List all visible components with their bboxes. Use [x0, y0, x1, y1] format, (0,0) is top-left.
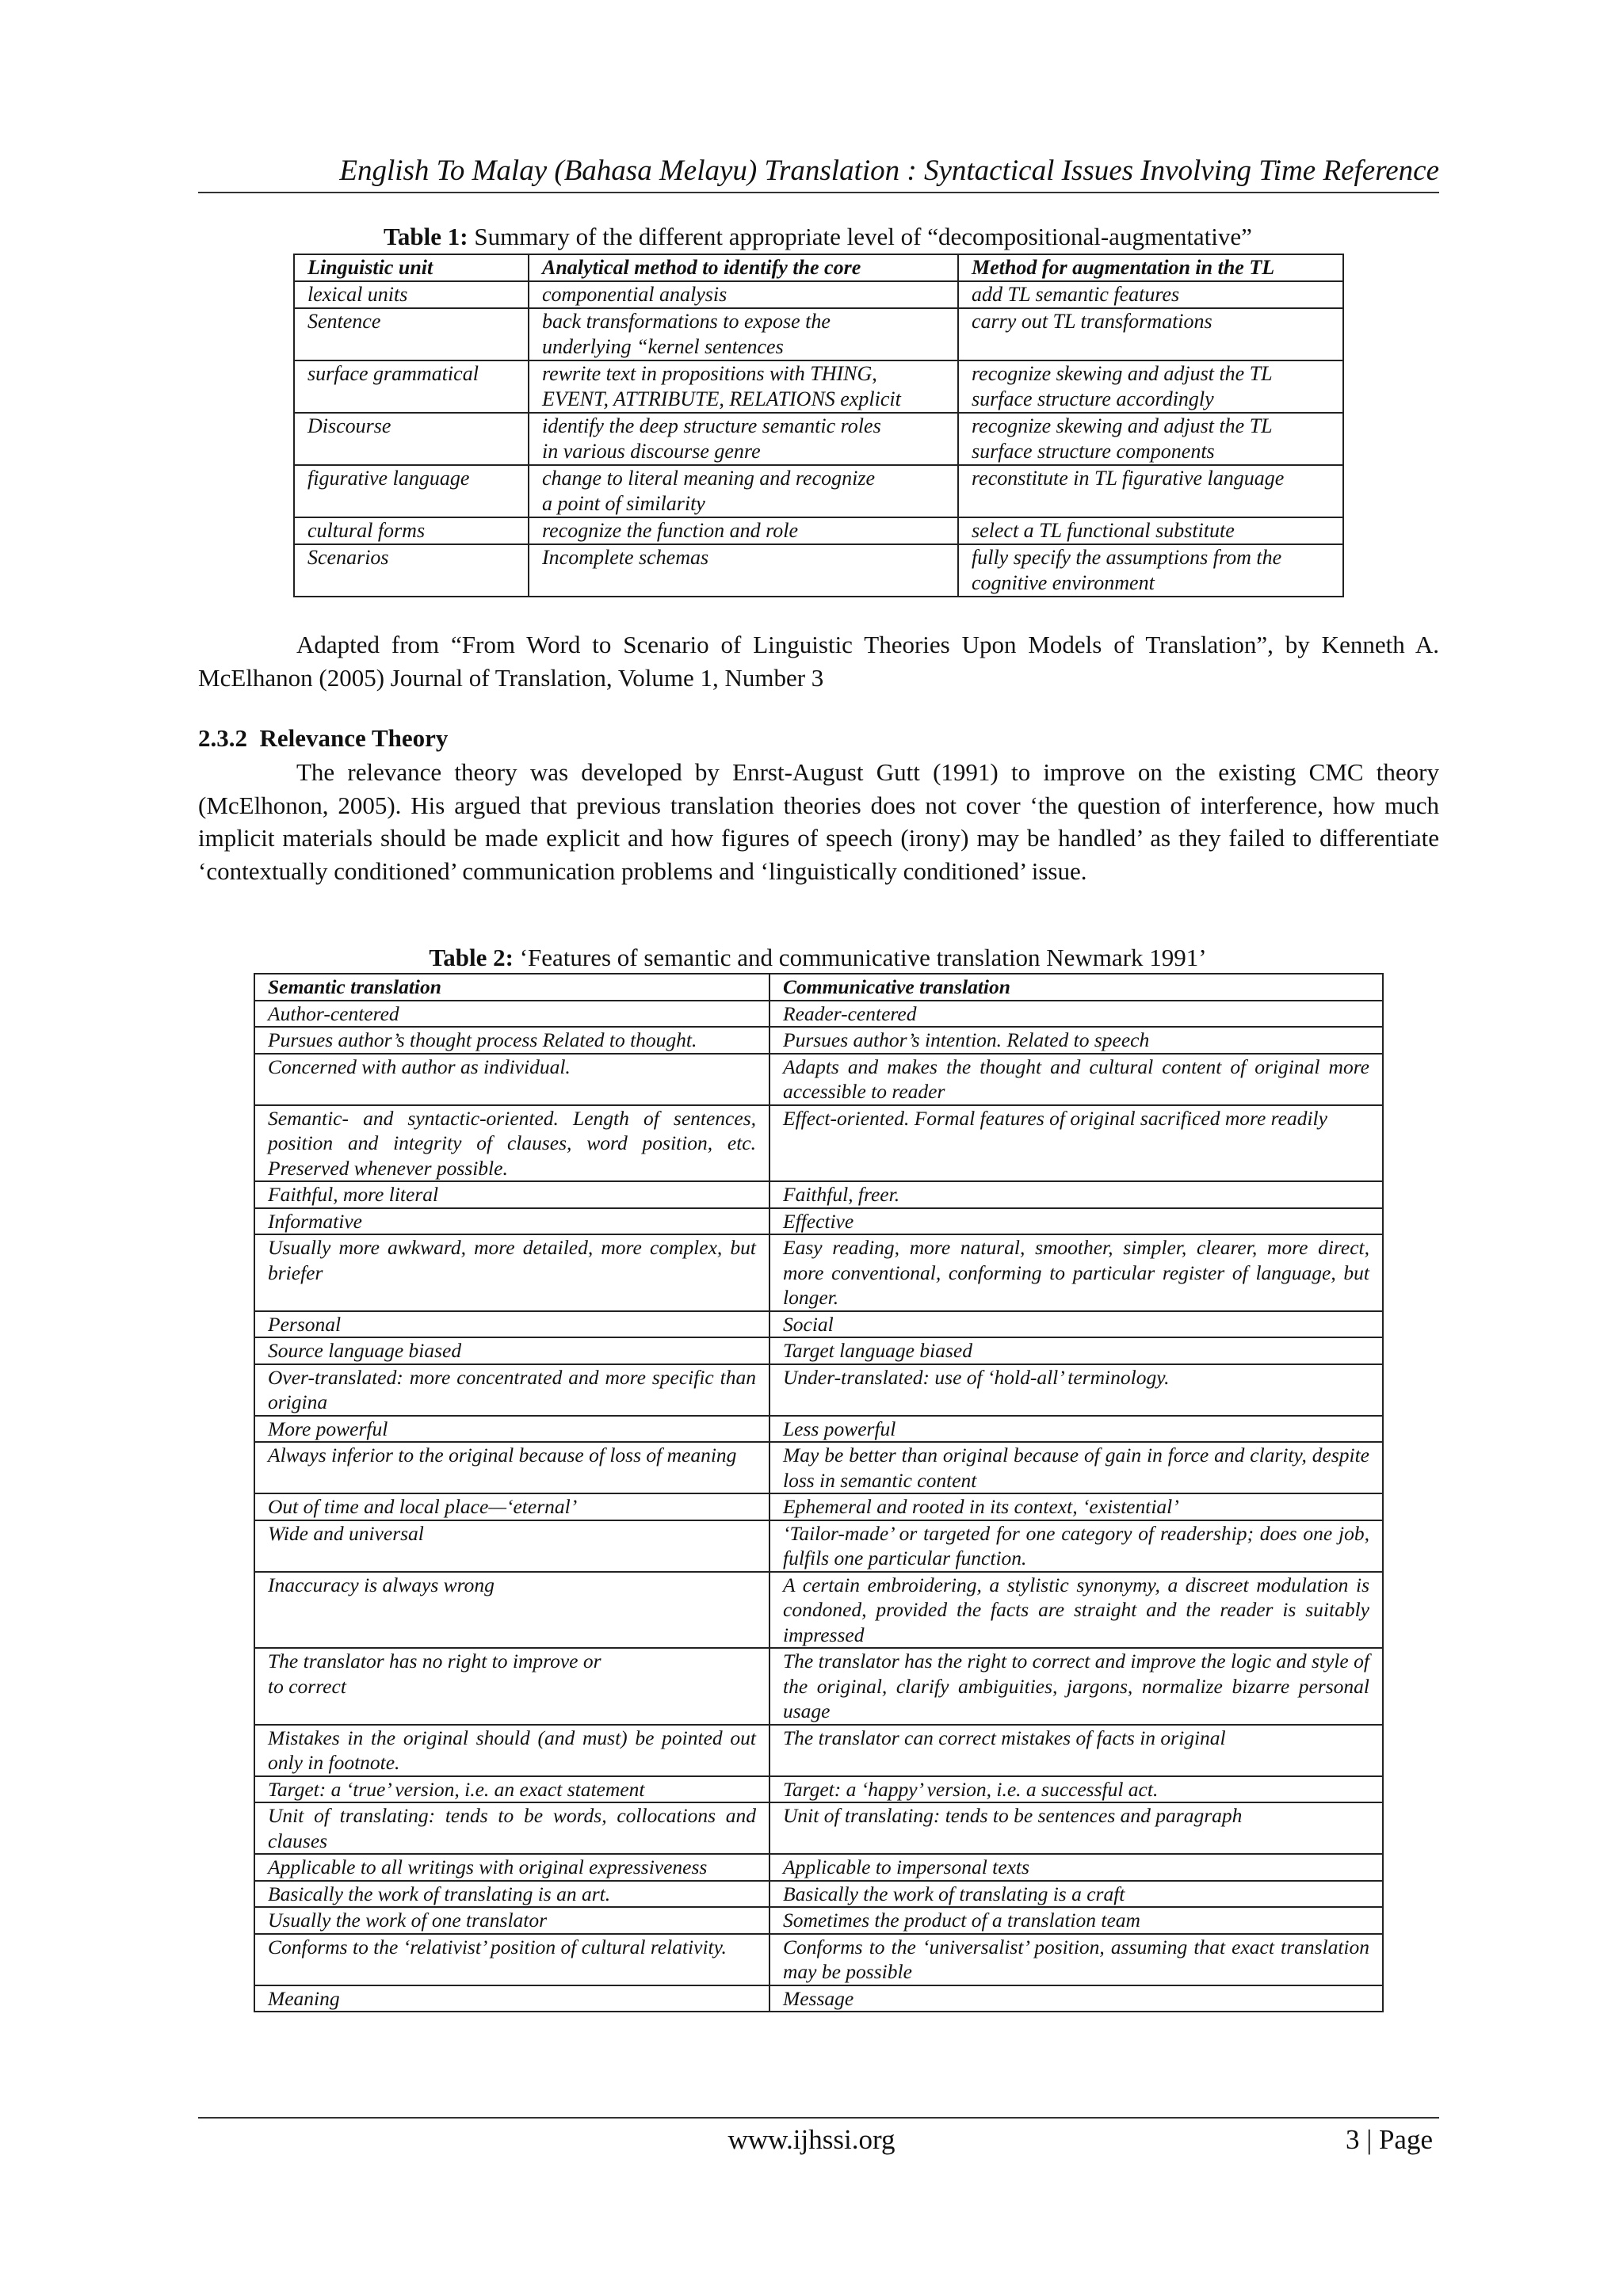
table-row	[254, 1208, 1383, 1235]
table-row	[254, 1648, 1383, 1725]
table1-caption	[293, 222, 1342, 252]
table-row	[294, 281, 1343, 308]
table-row	[254, 1520, 1383, 1572]
table-row	[254, 1416, 1383, 1443]
table-row	[294, 465, 1343, 517]
table-cell: Wide and universal	[254, 1520, 769, 1572]
table-cell: Unit of translating: tends to be sentences and paragraph	[769, 1802, 1383, 1854]
column-header: Communicative translation	[769, 974, 1383, 1001]
table-cell: Target: a ‘happy’ version, i.e. a successful act.	[769, 1776, 1383, 1803]
column-header: Analytical method to identify the core	[529, 254, 958, 281]
table-row	[254, 1337, 1383, 1364]
table-cell: Faithful, freer.	[769, 1181, 1383, 1208]
table-row	[294, 413, 1343, 465]
table-row	[254, 1054, 1383, 1105]
table-cell: identify the deep structure semantic roles in various discourse genre	[529, 413, 958, 465]
table-cell: recognize skewing and adjust the TL surface structure accordingly	[958, 360, 1343, 413]
table-cell: Basically the work of translating is an art.	[254, 1881, 769, 1908]
table-row	[294, 544, 1343, 597]
table-cell: Target language biased	[769, 1337, 1383, 1364]
table2-header	[254, 974, 1383, 1001]
table-cell: Usually more awkward, more detailed, more complex, but briefer	[254, 1234, 769, 1311]
table-cell: select a TL functional substitute	[958, 517, 1343, 544]
table-cell: Incomplete schemas	[529, 544, 958, 597]
table-cell: Adapts and makes the thought and cultural content of original more accessible to reader	[769, 1054, 1383, 1105]
table2-caption	[254, 943, 1382, 973]
table-row	[294, 360, 1343, 413]
table-cell: Meaning	[254, 1985, 769, 2012]
section-title: Relevance Theory	[259, 724, 449, 752]
section-number: 2.3.2	[198, 724, 247, 752]
table-row	[254, 1907, 1383, 1934]
table-cell: lexical units	[294, 281, 529, 308]
table-cell: Applicable to impersonal texts	[769, 1854, 1383, 1881]
table-cell: recognize skewing and adjust the TL surface structure components	[958, 413, 1343, 465]
table1-caption-text: Summary of the different appropriate level of “decompositional-augmentative”	[468, 223, 1252, 250]
table-row	[254, 1234, 1383, 1311]
table2-caption-text: ‘Features of semantic and communicative translation Newmark 1991’	[513, 944, 1207, 971]
table-cell: Faithful, more literal	[254, 1181, 769, 1208]
table-cell: recognize the function and role	[529, 517, 958, 544]
table-row	[254, 1725, 1383, 1776]
table-row	[254, 1802, 1383, 1854]
table1-body	[294, 281, 1343, 597]
table-cell: Usually the work of one translator	[254, 1907, 769, 1934]
table-cell: The translator has the right to correct and improve the logic and style of the original, clarify ambiguities, jargons, normalize bizarre personal usage	[769, 1648, 1383, 1725]
table-cell: Message	[769, 1985, 1383, 2012]
table-cell: Effect-oriented. Formal features of original sacrificed more readily	[769, 1105, 1383, 1182]
table-cell: Semantic- and syntactic-oriented. Length of sentences, position and integrity of clauses, word position, etc. Preserved whenever possible.	[254, 1105, 769, 1182]
table-row	[254, 1001, 1383, 1028]
table-cell: Less powerful	[769, 1416, 1383, 1443]
footer-rule	[198, 2117, 1439, 2119]
table-cell: Pursues author’s intention. Related to speech	[769, 1027, 1383, 1054]
column-header: Method for augmentation in the TL	[958, 254, 1343, 281]
table-row	[254, 1854, 1383, 1881]
table-cell: The translator has no right to improve or to correct	[254, 1648, 769, 1725]
table-row	[254, 1572, 1383, 1649]
table-cell: Conforms to the ‘relativist’ position of cultural relativity.	[254, 1934, 769, 1985]
table-row	[254, 1311, 1383, 1338]
table2-body	[254, 1001, 1383, 2012]
table-cell: Discourse	[294, 413, 529, 465]
table-cell: add TL semantic features	[958, 281, 1343, 308]
table-cell: reconstitute in TL figurative language	[958, 465, 1343, 517]
table-row	[254, 1442, 1383, 1493]
table-row	[254, 1881, 1383, 1908]
table-header-row	[294, 254, 1343, 281]
table-cell: Conforms to the ‘universalist’ position, assuming that exact translation may be possible	[769, 1934, 1383, 1985]
table-cell: Over-translated: more concentrated and more specific than origina	[254, 1364, 769, 1416]
table-cell: Ephemeral and rooted in its context, ‘existential’	[769, 1493, 1383, 1520]
table-cell: A certain embroidering, a stylistic synonymy, a discreet modulation is condoned, provided the facts are straight and the reader is suitably impressed	[769, 1572, 1383, 1649]
table-row	[294, 308, 1343, 360]
table-cell: Inaccuracy is always wrong	[254, 1572, 769, 1649]
table-cell: Sometimes the product of a translation team	[769, 1907, 1383, 1934]
table2-caption-label: Table 2:	[429, 944, 514, 971]
adapted-note: Adapted from “From Word to Scenario of Linguistic Theories Upon Models of Translation”, by Kenneth A. McElhanon (2005) Journal of Translation, Volume 1, Number 3	[198, 631, 1439, 692]
header-rule	[198, 192, 1439, 193]
table-row	[294, 517, 1343, 544]
table-cell: ‘Tailor-made’ or targeted for one category of readership; does one job, fulfils one particular function.	[769, 1520, 1383, 1572]
footer-page-number: 3 | Page	[1345, 2124, 1433, 2155]
table-cell: Effective	[769, 1208, 1383, 1235]
table-cell: Concerned with author as individual.	[254, 1054, 769, 1105]
table-cell: Social	[769, 1311, 1383, 1338]
table-cell: rewrite text in propositions with THING, EVENT, ATTRIBUTE, RELATIONS explicit	[529, 360, 958, 413]
table-cell: May be better than original because of gain in force and clarity, despite loss in semantic content	[769, 1442, 1383, 1493]
section-paragraph: The relevance theory was developed by Enrst-August Gutt (1991) to improve on the existing CMC theory (McElhonon, 2005). His argued that previous translation theories does not cover ‘the question of interference, how much implicit materials should be made explicit and how figures of speech (irony) may be handled’ as they failed to differentiate ‘contextually conditioned’ communication problems and ‘linguistically conditioned’ issue.	[198, 758, 1439, 885]
running-header: English To Malay (Bahasa Melayu) Translation : Syntactical Issues Involving Time Reference	[339, 154, 1439, 187]
table-cell: Informative	[254, 1208, 769, 1235]
table-cell: Personal	[254, 1311, 769, 1338]
table-row	[254, 1027, 1383, 1054]
column-header: Linguistic unit	[294, 254, 529, 281]
table-cell: Under-translated: use of ‘hold-all’ terminology.	[769, 1364, 1383, 1416]
table-cell: back transformations to expose the underlying “kernel sentences	[529, 308, 958, 360]
table1-caption-label: Table 1:	[384, 223, 468, 250]
table-row	[254, 1934, 1383, 1985]
table1-header	[294, 254, 1343, 281]
table-cell: Out of time and local place—‘eternal’	[254, 1493, 769, 1520]
table2	[254, 973, 1384, 2012]
table-cell: Always inferior to the original because of loss of meaning	[254, 1442, 769, 1493]
table-cell: Scenarios	[294, 544, 529, 597]
table-cell: fully specify the assumptions from the cognitive environment	[958, 544, 1343, 597]
table-cell: Reader-centered	[769, 1001, 1383, 1028]
table-cell: Sentence	[294, 308, 529, 360]
table-cell: Applicable to all writings with original expressiveness	[254, 1854, 769, 1881]
table-cell: Unit of translating: tends to be words, collocations and clauses	[254, 1802, 769, 1854]
footer-url: www.ijhssi.org	[727, 2124, 896, 2155]
table1	[293, 254, 1344, 597]
table-cell: componential analysis	[529, 281, 958, 308]
section-heading	[198, 723, 448, 754]
table-header-row	[254, 974, 1383, 1001]
table-cell: cultural forms	[294, 517, 529, 544]
table-cell: Mistakes in the original should (and must) be pointed out only in footnote.	[254, 1725, 769, 1776]
table-cell: Pursues author’s thought process Related to thought.	[254, 1027, 769, 1054]
table-cell: Target: a ‘true’ version, i.e. an exact statement	[254, 1776, 769, 1803]
table-cell: Author-centered	[254, 1001, 769, 1028]
table-row	[254, 1364, 1383, 1416]
table-cell: carry out TL transformations	[958, 308, 1343, 360]
table-cell: figurative language	[294, 465, 529, 517]
table-row	[254, 1985, 1383, 2012]
table-row	[254, 1776, 1383, 1803]
table-row	[254, 1181, 1383, 1208]
table-cell: change to literal meaning and recognize a point of similarity	[529, 465, 958, 517]
table-cell: Basically the work of translating is a craft	[769, 1881, 1383, 1908]
table-cell: More powerful	[254, 1416, 769, 1443]
column-header: Semantic translation	[254, 974, 769, 1001]
table-row	[254, 1105, 1383, 1182]
table-cell: Source language biased	[254, 1337, 769, 1364]
table-cell: Easy reading, more natural, smoother, simpler, clearer, more direct, more conventional, conforming to particular register of language, but longer.	[769, 1234, 1383, 1311]
table-cell: surface grammatical	[294, 360, 529, 413]
table-row	[254, 1493, 1383, 1520]
table-cell: The translator can correct mistakes of facts in original	[769, 1725, 1383, 1776]
